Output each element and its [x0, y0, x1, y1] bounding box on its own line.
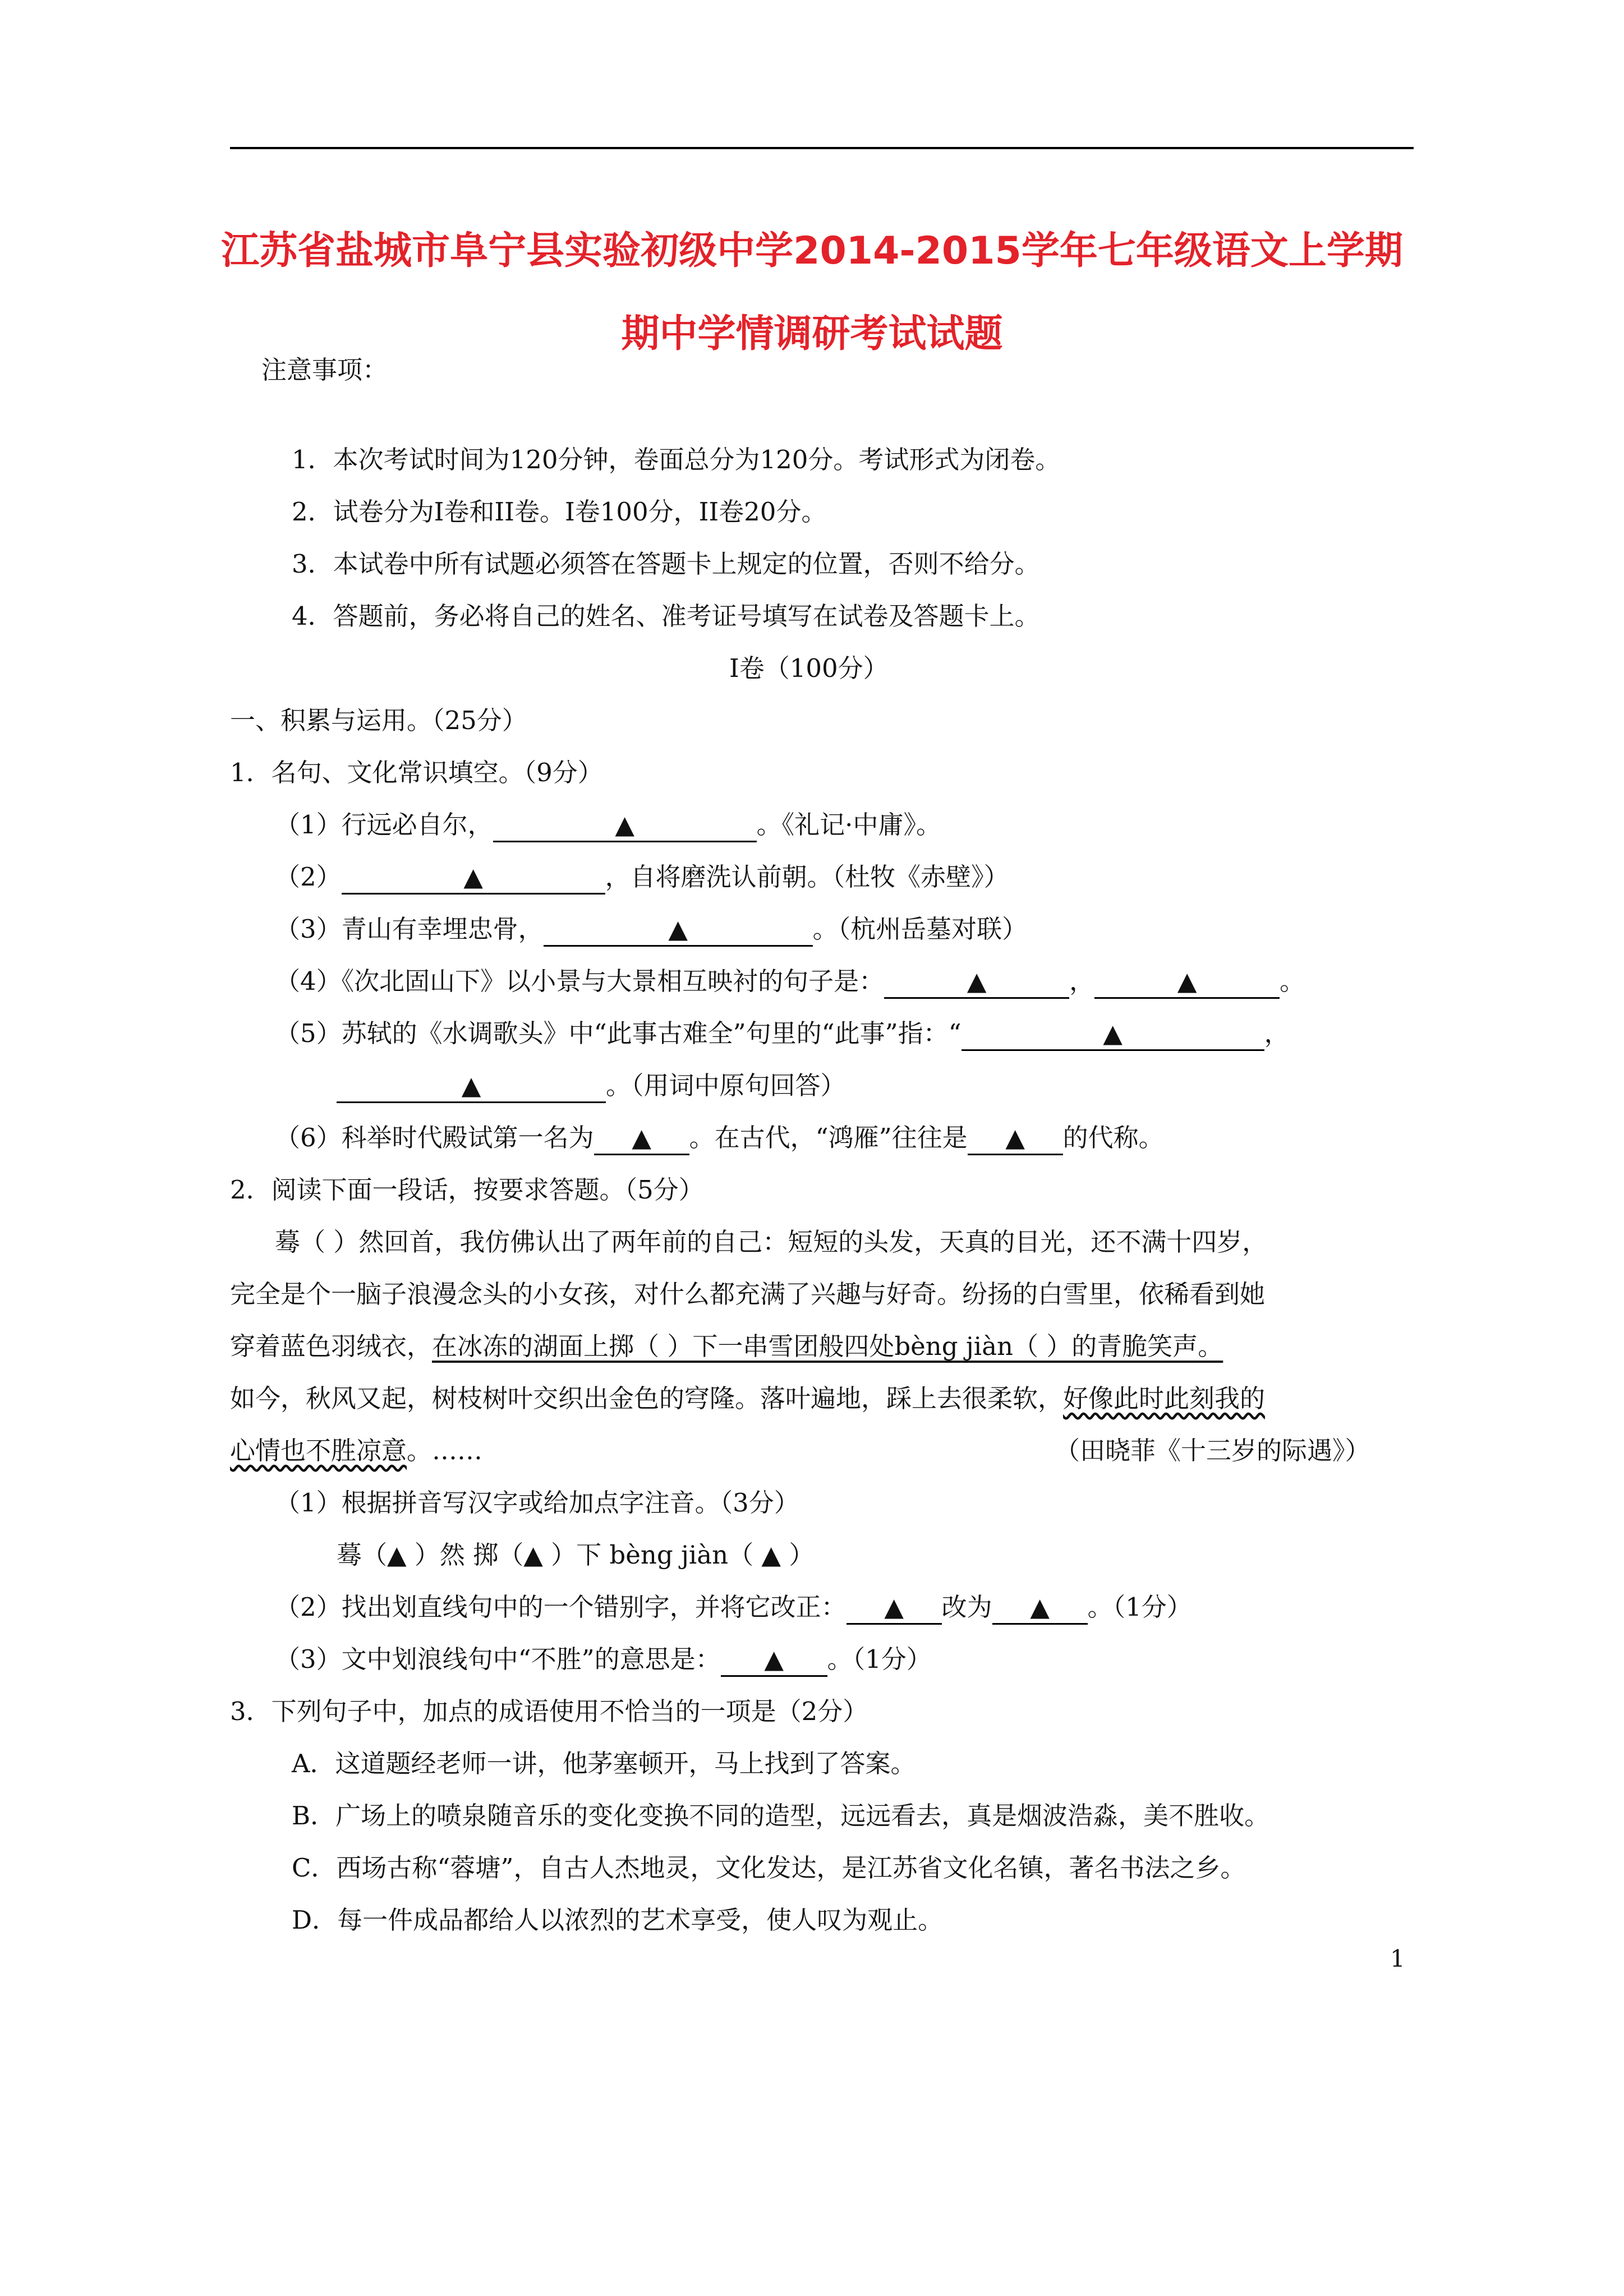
- notice-item: 1．本次考试时间为120分钟，卷面总分为120分。考试形式为闭卷。: [292, 445, 1061, 474]
- answer-blank[interactable]: ▲: [493, 809, 757, 842]
- sub-question-items: 蓦（▲ ）然 掷（▲ ）下 bèng jiàn（ ▲ ）: [337, 1540, 815, 1570]
- part-heading: I卷（100分）: [729, 653, 889, 683]
- fill-item-5: （5）苏轼的《水调歌头》中“此事古难全”句里的“此事”指：“ ▲ ，: [275, 1017, 1290, 1051]
- notice-item: 3．本试卷中所有试题必须答在答题卡上规定的位置，否则不给分。: [292, 549, 1040, 579]
- sub-question: （1）根据拼音写汉字或给加点字注音。（3分）: [275, 1488, 799, 1518]
- sub-question: （2）找出划直线句中的一个错别字，并将它改正： ▲ 改为 ▲ 。（1分）: [275, 1590, 1192, 1625]
- exam-title-line1: 江苏省盐城市阜宁县实验初级中学2014-2015学年七年级语文上学期: [221, 229, 1403, 273]
- answer-blank[interactable]: ▲: [1094, 966, 1280, 999]
- answer-blank[interactable]: ▲: [846, 1592, 942, 1625]
- sub-question: （3）文中划浪线句中“不胜”的意思是： ▲ 。（1分）: [275, 1643, 932, 1677]
- fill-item-1: （1）行远必自尔， ▲ 。《礼记·中庸》。: [275, 808, 941, 842]
- fill-item-6: （6）科举时代殿试第一名为 ▲ 。在古代，“鸿雁”往往是 ▲ 的代称。: [275, 1121, 1164, 1155]
- passage-line: 完全是个一脑子浪漫念头的小女孩，对什么都充满了兴趣与好奇。纷扬的白雪里，依稀看到她: [230, 1279, 1266, 1309]
- page-number: 1: [1390, 1945, 1405, 1972]
- answer-blank[interactable]: ▲: [992, 1592, 1088, 1625]
- fill-item-5-cont: ▲ 。（用词中原句回答）: [337, 1069, 846, 1103]
- passage-line: 如今，秋风又起，树枝树叶交织出金色的穹隆。落叶遍地，踩上去很柔软，好像此时此刻我的: [230, 1384, 1266, 1413]
- straight-underlined-sentence: 在冰冻的湖面上掷（ ）下一串雪团般四处bèng jiàn（ ）的青脆笑声。: [432, 1331, 1223, 1361]
- wavy-underlined-sentence: 好像此时此刻我的: [1063, 1384, 1266, 1413]
- notice-heading: 注意事项：: [261, 355, 388, 385]
- passage-line: 穿着蓝色羽绒衣，在冰冻的湖面上掷（ ）下一串雪团般四处bèng jiàn（ ）的青脆笑声。: [230, 1331, 1223, 1361]
- fill-item-2: （2） ▲ ，自将磨洗认前朝。（杜牧《赤壁》）: [275, 860, 1009, 895]
- passage-line: 蓦（ ）然回首，我仿佛认出了两年前的自己：短短的头发，天真的目光，还不满十四岁，: [275, 1227, 1268, 1257]
- answer-blank[interactable]: ▲: [721, 1644, 827, 1677]
- answer-blank[interactable]: ▲: [342, 861, 605, 895]
- option-c: C．西场古称“蓉塘”，自古人杰地灵，文化发达，是江苏省文化名镇，著名书法之乡。: [292, 1853, 1246, 1883]
- notice-item: 4．答题前，务必将自己的姓名、准考证号填写在试卷及答题卡上。: [292, 601, 1040, 631]
- passage-source: （田晓菲《十三岁的际遇》）: [1055, 1436, 1370, 1465]
- question-stem: 3．下列句子中，加点的成语使用不恰当的一项是（2分）: [230, 1696, 868, 1726]
- header-rule: [230, 147, 1414, 149]
- answer-blank[interactable]: ▲: [884, 966, 1069, 999]
- option-b: B．广场上的喷泉随音乐的变化变换不同的造型，远远看去，真是烟波浩淼，美不胜收。: [292, 1801, 1270, 1831]
- question-stem: 1．名句、文化常识填空。（9分）: [230, 758, 603, 787]
- passage-line: 心情也不胜凉意。……: [230, 1436, 483, 1465]
- fill-item-3: （3）青山有幸埋忠骨， ▲ 。（杭州岳墓对联）: [275, 912, 1027, 947]
- section-heading: 一、积累与运用。（25分）: [230, 706, 527, 735]
- answer-blank[interactable]: ▲: [594, 1122, 689, 1155]
- exam-title-line2: 期中学情调研考试试题: [621, 312, 1003, 356]
- wavy-underlined-sentence: 心情也不胜凉意: [230, 1436, 407, 1465]
- option-a: A．这道题经老师一讲，他茅塞顿开，马上找到了答案。: [292, 1749, 916, 1778]
- answer-blank[interactable]: ▲: [544, 914, 813, 947]
- option-d: D．每一件成品都给人以浓烈的艺术享受，使人叹为观止。: [292, 1905, 944, 1935]
- answer-blank[interactable]: ▲: [968, 1122, 1063, 1155]
- answer-blank[interactable]: ▲: [337, 1070, 606, 1103]
- notice-item: 2．试卷分为I卷和II卷。I卷100分，II卷20分。: [292, 497, 827, 527]
- fill-item-4: （4）《次北固山下》以小景与大景相互映衬的句子是： ▲ ， ▲ 。: [275, 965, 1305, 999]
- question-stem: 2．阅读下面一段话，按要求答题。（5分）: [230, 1175, 704, 1205]
- answer-blank[interactable]: ▲: [961, 1018, 1264, 1051]
